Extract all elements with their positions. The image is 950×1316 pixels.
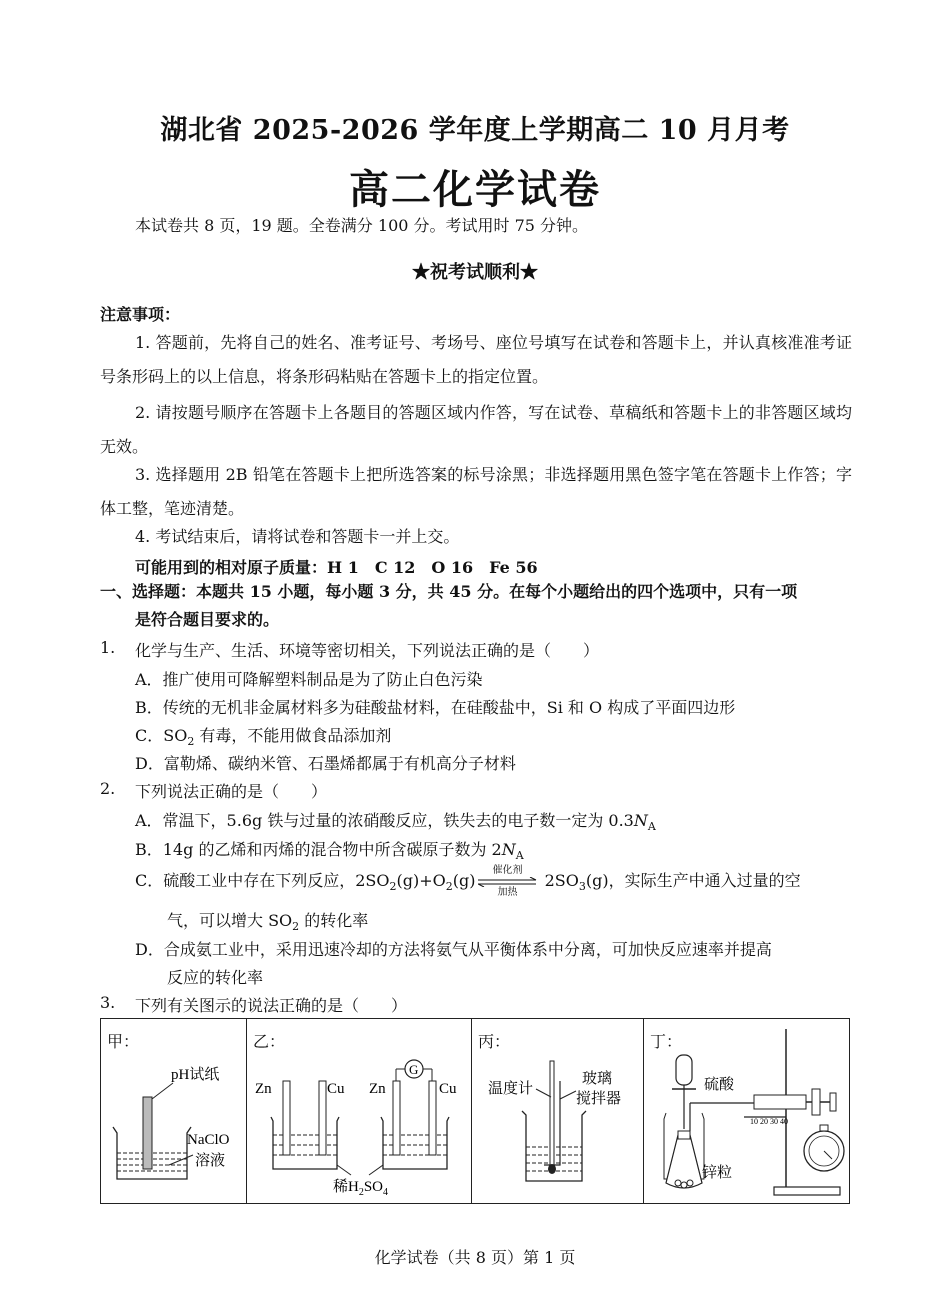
subscript: 2 — [187, 735, 195, 749]
option-a: A．推广使用可降解塑料制品是为了防止白色污染 — [135, 670, 483, 689]
calorimeter-diagram — [472, 1019, 643, 1203]
text: A．常温下，5.6g 铁与过量的浓硝酸反应，铁失去的电子数一定为 0.3 — [135, 811, 634, 830]
notice-item-2: 2. 请按题号顺序在答题卡上各题目的答题区域内作答，写在试卷、草稿纸和答题卡上的非答题区域均无效。 — [100, 403, 852, 456]
text: (g)+O — [396, 871, 446, 890]
section-heading — [100, 578, 855, 634]
figure-bing — [472, 1019, 644, 1204]
avogadro-symbol: N — [501, 840, 516, 859]
subscript: 2 — [292, 920, 300, 934]
notice-item-1: 1. 答题前，先将自己的姓名、准考证号、考场号、座位号填写在试卷和答题卡上，并认真核准准考证号条形码上的以上信息，将条形码粘贴在答题卡上的指定位置。 — [100, 333, 852, 386]
good-luck-banner: ★祝考试顺利★ — [412, 262, 538, 283]
question-stem: 化学与生产、生活、环境等密切相关，下列说法正确的是（ ） — [135, 641, 600, 660]
option-c-cont — [167, 908, 368, 933]
dilute-h2so4-label — [333, 1178, 388, 1198]
exam-title: 湖北省 2025-2026 学年度上学期高二 10 月月考 — [160, 115, 790, 146]
subscript: 2 — [358, 1187, 364, 1198]
avogadro-symbol: N — [633, 811, 648, 830]
option-b: B．传统的无机非金属材料多为硅酸盐材料，在硅酸盐中，Si 和 O 构成了平面四边形 — [135, 698, 736, 717]
option-a — [135, 808, 656, 833]
gas-rate-apparatus-diagram — [644, 1019, 852, 1203]
text: 2SO — [539, 871, 579, 890]
text: SO — [363, 1179, 384, 1195]
subscript: 4 — [383, 1187, 389, 1198]
text: B．14g 的乙烯和丙烯的混合物中所含碳原子数为 2 — [135, 840, 502, 859]
text: 有毒，不能用做食品添加剂 — [194, 726, 392, 745]
text: 的转化率 — [299, 911, 369, 930]
glass-label: 玻璃 — [582, 1071, 613, 1087]
cu-label: Cu — [439, 1081, 457, 1097]
option-d: D．富勒烯、碳纳米管、石墨烯都属于有机高分子材料 — [135, 754, 516, 773]
ph-paper-label: pH试纸 — [171, 1067, 220, 1083]
figure-label: 乙： — [253, 1032, 286, 1051]
exam-info: 本试卷共 8 页，19 题。全卷满分 100 分。考试用时 75 分钟。 — [135, 216, 589, 235]
text: 气，可以增大 SO — [167, 911, 293, 930]
subscript: 3 — [578, 880, 586, 894]
subscript: 2 — [389, 880, 397, 894]
atomic-mass-line: 可能用到的相对原子质量：H 1 C 12 O 16 Fe 56 — [135, 558, 538, 577]
heat-label: 加热 — [497, 886, 518, 898]
figure-table — [100, 1018, 850, 1204]
section-heading-line2: 是符合题目要求的。 — [135, 610, 280, 629]
notice-item-3: 3. 选择题用 2B 铅笔在答题卡上把所选答案的标号涂黑；非选择题用黑色签字笔在答题卡上作答；字体工整，笔迹清楚。 — [100, 465, 852, 518]
catalyst-label: 催化剂 — [492, 864, 523, 876]
zinc-label: 锌粒 — [702, 1165, 733, 1181]
subscript: A — [647, 820, 656, 834]
figure-yi — [247, 1019, 472, 1204]
subscript: A — [515, 849, 524, 863]
question-stem: 下列有关图示的说法正确的是（ ） — [135, 996, 408, 1015]
text: C．硫酸工业中存在下列反应，2SO — [135, 871, 390, 890]
naclo-label: NaClO — [187, 1132, 230, 1148]
notice-heading: 注意事项： — [100, 305, 181, 324]
stirrer-label: 搅拌器 — [576, 1091, 622, 1107]
question-number: 3. — [100, 993, 116, 1012]
option-c — [135, 723, 391, 748]
option-d-cont: 反应的转化率 — [167, 968, 264, 987]
solution-label: 溶液 — [195, 1153, 226, 1169]
subscript: 2 — [445, 880, 453, 894]
text: C．SO — [135, 726, 188, 745]
paper-title: 高二化学试卷 — [349, 166, 601, 213]
text: (g)，实际生产中通入过量的空 — [585, 871, 801, 890]
question-number: 2. — [100, 779, 116, 798]
galvanometer-label: G — [409, 1062, 419, 1077]
option-d: D．合成氨工业中，采用迅速冷却的方法将氨气从平衡体系中分离，可加快反应速率并提高 — [135, 940, 772, 959]
zn-label: Zn — [369, 1081, 386, 1097]
zn-label: Zn — [255, 1081, 272, 1097]
option-b — [135, 837, 524, 862]
syringe-scale: 10 20 30 40 — [750, 1117, 788, 1126]
figure-ding — [644, 1019, 850, 1204]
figure-label: 丁： — [650, 1032, 683, 1051]
equilibrium-arrow-icon — [478, 877, 538, 887]
notice-item-4: 4. 考试结束后，请将试卷和答题卡一并上交。 — [135, 527, 460, 546]
figure-jia — [101, 1019, 247, 1204]
question-number: 1. — [100, 638, 116, 657]
sulfuric-acid-label: 硫酸 — [704, 1077, 735, 1093]
text: 稀H — [333, 1179, 359, 1195]
option-c — [135, 866, 801, 902]
figure-label: 甲： — [107, 1032, 140, 1051]
figure-label: 丙： — [478, 1032, 511, 1051]
beaker-ph-paper-diagram — [101, 1019, 246, 1203]
question-stem: 下列说法正确的是（ ） — [135, 782, 328, 801]
page-footer: 化学试卷（共 8 页）第 1 页 — [374, 1248, 576, 1267]
cu-label: Cu — [327, 1081, 345, 1097]
galvanic-cells-diagram — [247, 1019, 471, 1203]
thermometer-label: 温度计 — [488, 1081, 534, 1097]
text: (g) — [452, 871, 476, 890]
equilibrium-arrow — [476, 864, 540, 898]
section-heading-line1: 一、选择题：本题共 15 小题，每小题 3 分，共 45 分。在每个小题给出的四个选项中，只有一项 — [100, 582, 798, 601]
